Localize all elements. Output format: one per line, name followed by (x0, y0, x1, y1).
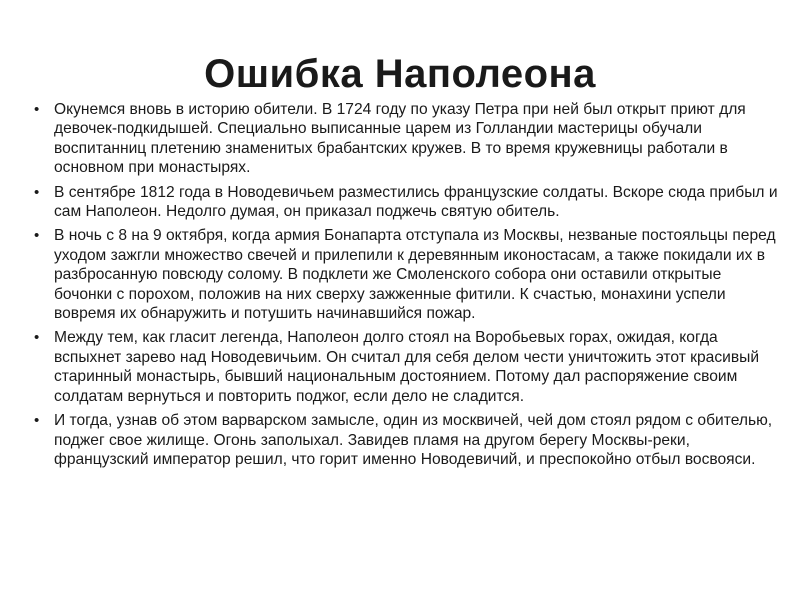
bullet-item (34, 328, 780, 406)
bullet-text: В ночь с 8 на 9 октября, когда армия Бонапарта отступала из Москвы, незваные постояльцы перед уходом зажгли множество свечей и прилепили к деревянным иконостасам, а также покидали их в разбросанную повсюду солому. В подклети же Смоленского собора они оставили открытые бочонки с порохом, положив на них сверху зажженные фитили. К счастью, монахини успели вовремя их обнаружить и потушить начинавшийся пожар. (54, 227, 776, 323)
bullet-icon: • (34, 183, 40, 201)
bullet-text: И тогда, узнав об этом варварском замысле, один из москвичей, чей дом стоял рядом с обителью, поджег свое жилище. Огонь заполыхал. Завидев пламя на другом берегу Москвы-реки, французский император решил, что горит именно Новодевичий, и преспокойно отбыл восвояси. (54, 412, 773, 468)
bullet-item (34, 411, 780, 469)
bullet-text: Окунемся вновь в историю обители. В 1724 году по указу Петра при ней был открыт приют для девочек-подкидышей. Специально выписанные царем из Голландии мастерицы обучали воспитанниц плетению знаменитых брабантских кружев. В то время кружевницы работали в основном при монастырях. (54, 101, 746, 177)
bullet-icon: • (34, 101, 40, 118)
bullet-icon: • (34, 329, 40, 347)
bullet-item (34, 100, 780, 178)
bullet-icon: • (34, 227, 40, 245)
bullet-icon: • (34, 412, 40, 430)
bullet-text: Между тем, как гласит легенда, Наполеон долго стоял на Воробьевых горах, ожидая, когда вспыхнет зарево над Новодевичьим. Он считал для себя делом чести уничтожить этот красивый старинный монастырь, бывший национальным достоянием. Потому дал распоряжение своим солдатам вернуться и повторить поджог, если дело не сладится. (54, 329, 760, 405)
bullet-item (34, 183, 780, 222)
bullet-text: В сентябре 1812 года в Новодевичьем разместились французские солдаты. Вскоре сюда прибыл и сам Наполеон. Недолго думая, он приказал поджечь святую обитель. (54, 183, 778, 221)
bullet-list (34, 100, 780, 474)
bullet-item (34, 226, 780, 323)
slide-title: Ошибка Наполеона (204, 52, 596, 96)
